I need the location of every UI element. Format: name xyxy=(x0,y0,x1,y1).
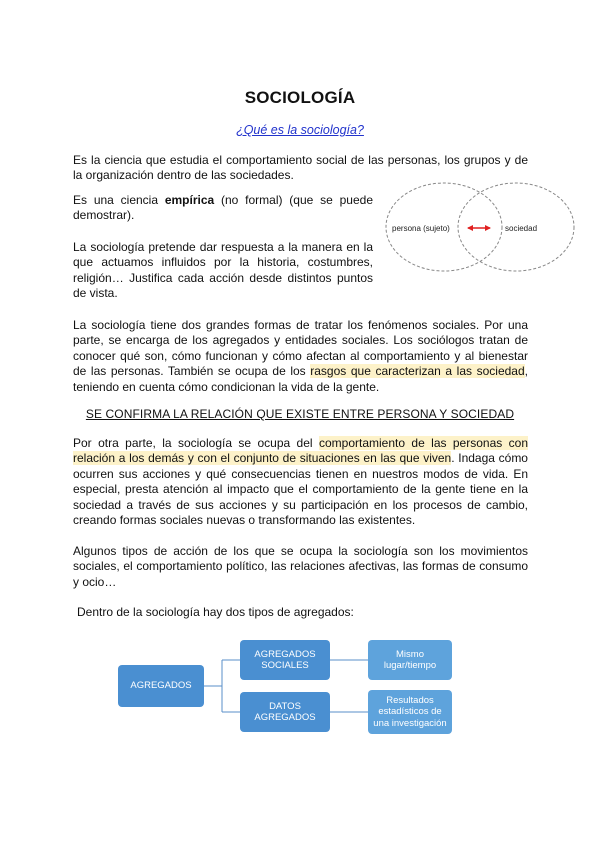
empirica-before: Es una ciencia xyxy=(73,193,165,207)
agregados-diagram xyxy=(118,636,458,736)
formas-highlight: rasgos que caracterizan a las sociedad xyxy=(310,364,525,379)
arrow-right-head xyxy=(485,225,491,231)
empirica-paragraph xyxy=(73,193,373,224)
persona-sociedad-venn xyxy=(380,180,580,274)
subtitle-link[interactable]: ¿Qué es la sociología? xyxy=(236,123,364,137)
venn-left-label: persona (sujeto) xyxy=(392,224,450,233)
dentro-paragraph: Dentro de la sociología hay dos tipos de agregados: xyxy=(77,605,354,619)
otra-highlight: comportamiento de las personas con relación a los demás y con el conjunto de situaciones en las que viven xyxy=(73,436,528,466)
pretende-paragraph: La sociología pretende dar respuesta a la manera en la que actuamos influidos por la historia, costumbres, religión… Justifica cada acción desde distintos puntos de vista. xyxy=(73,240,373,301)
page-title: SOCIOLOGÍA xyxy=(244,88,356,107)
leaf-box-mismo-lugar: Mismo lugar/tiempo xyxy=(368,640,452,680)
otra-before: Por otra parte, la sociología se ocupa del xyxy=(73,436,319,450)
empirica-bold: empírica xyxy=(164,193,215,207)
venn-graphic xyxy=(380,180,580,274)
arrow-left-head xyxy=(467,225,473,231)
section-heading: SE CONFIRMA LA RELACIÓN QUE EXISTE ENTRE PERSONA Y SOCIEDAD xyxy=(85,407,515,421)
branch-box-agregados-sociales: AGREGADOS SOCIALES xyxy=(240,640,330,680)
branch-box-datos-agregados: DATOS AGREGADOS xyxy=(240,692,330,732)
intro-paragraph: Es la ciencia que estudia el comportamiento social de las personas, los grupos y de la organización dentro de las sociedades. xyxy=(73,153,528,183)
formas-text: La sociología tiene dos grandes formas de tratar los fenómenos sociales. Por una parte, se encarga de los agregados y entidades sociales. Los sociólogos tratan de conocer qué son, cómo funcionan y cómo afectan al comportamiento y al bienestar de las personas. También se ocupa de los xyxy=(73,318,528,379)
empirica-after: (no formal) (que se puede demostrar). xyxy=(73,193,373,223)
leaf-box-resultados: Resultados estadísticos de una investigación xyxy=(368,690,452,734)
otra-parte-paragraph xyxy=(73,436,528,528)
formas-after: , teniendo en cuenta cómo condicionan la vida de la gente. xyxy=(73,364,528,394)
tipos-paragraph: Algunos tipos de acción de los que se ocupa la sociología son los movimientos sociales, el comportamiento político, las relaciones afectivas, las formas de consumo y ocio… xyxy=(73,544,528,589)
venn-right-label: sociedad xyxy=(505,224,538,233)
otra-after: . Indaga cómo ocurren sus acciones y qué consecuencias tienen en nuestros modos de vida. En especial, presta atención al impacto que el comportamiento de la gente tiene en la sociedad a través de sus acciones y su participación en los procesos de cambio, creando formas sociales nuevas o transformando las existentes. xyxy=(73,451,528,528)
formas-paragraph xyxy=(73,318,528,395)
root-box: AGREGADOS xyxy=(118,665,204,707)
